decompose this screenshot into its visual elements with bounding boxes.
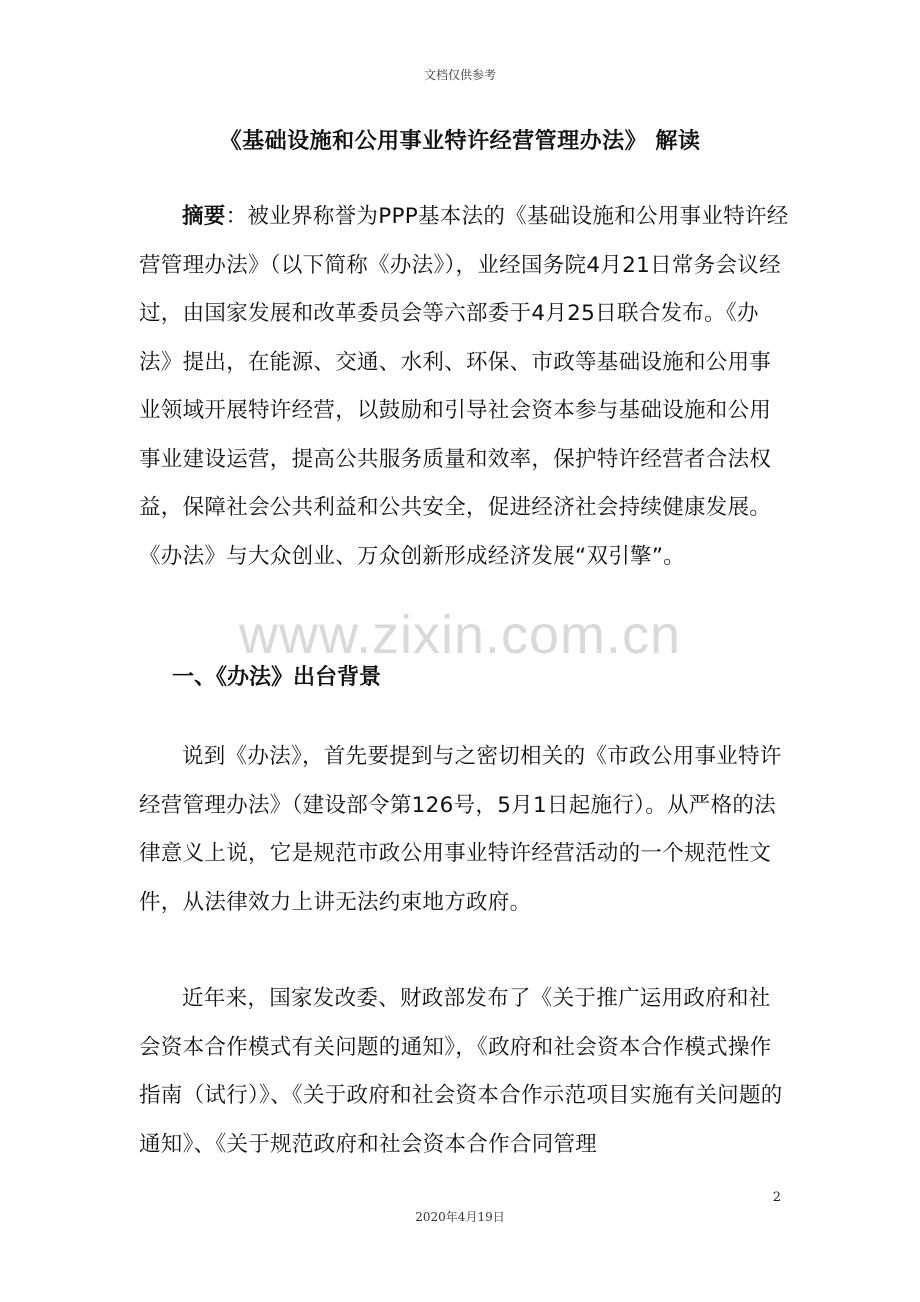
watermark: www.zixin.com.cn [238, 605, 682, 665]
document-title: 《基础设施和公用事业特许经营管理办法》 解读 [219, 129, 701, 154]
header-note: 文档仅供参考 [423, 68, 496, 82]
page-number: 2 [772, 1190, 781, 1205]
section-heading: 一、《办法》出台背景 [172, 665, 382, 690]
paragraph-text: 近年来，国家发改委、财政部发布了《关于推广运用政府和社会资本合作模式有关问题的通知》，《政府和社会资本合作模式操作指南（试行）》、《关于政府和社会资本合作示范项目实施有关问题的通知》、《关于规范政府和社会资本合作合同管理 [139, 986, 783, 1157]
abstract-paragraph [139, 193, 789, 581]
abstract-text: ：被业界称誉为PPP基本法的《基础设施和公用事业特许经营管理办法》（以下简称《办法》），业经国务院4月21日常务会议经过，由国家发展和改革委员会等六部委于4月25日联合发布。《办法》提出，在能源、交通、水利、环保、市政等基础设施和公用事业领域开展特许经营，以鼓励和引导社会资本参与基础设施和公用事业建设运营，提高公共服务质量和效率，保护特许经营者合法权益，保障社会公共利益和公共安全，促进经济社会持续健康发展。《办法》与大众创业、万众创新形成经济发展“双引擎”。 [139, 204, 789, 569]
abstract-label: 摘要 [182, 204, 226, 229]
background-paragraph-2 [139, 975, 789, 1169]
footer-date: 2020年4月19日 [415, 1210, 505, 1224]
paragraph-text: 说到《办法》，首先要提到与之密切相关的《市政公用事业特许经营管理办法》（建设部令第126号，5月1日起施行）。从严格的法律意义上说，它是规范市政公用事业特许经营活动的一个规范性文件，从法律效力上讲无法约束地方政府。 [139, 744, 782, 915]
background-paragraph-1 [139, 733, 789, 927]
